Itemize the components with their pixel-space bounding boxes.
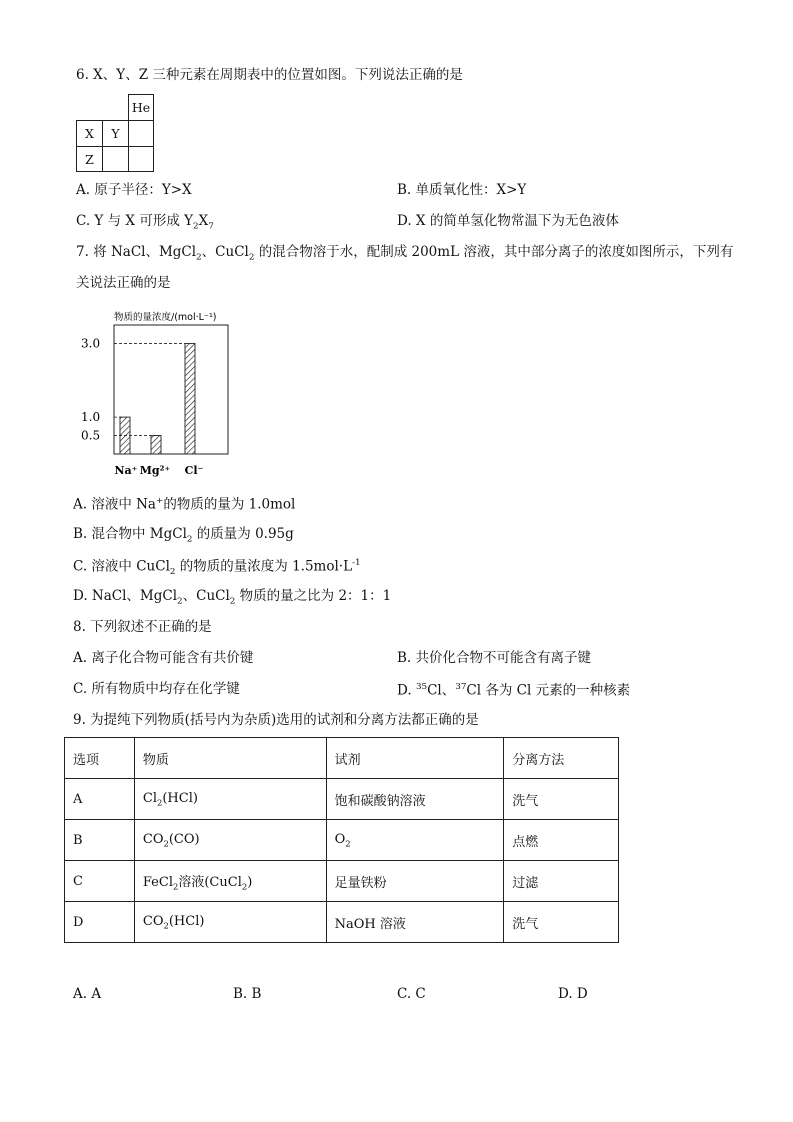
cell-option: C	[65, 861, 135, 902]
x-category-label: Mg²⁺	[139, 464, 171, 477]
q8-option-c[interactable]: C. 所有物质中均存在化学键	[73, 681, 240, 697]
chart-frame	[114, 325, 228, 454]
x-category-label: Na⁺	[114, 464, 138, 477]
ion-concentration-chart	[70, 304, 250, 484]
pt-cell-empty-2	[102, 146, 128, 172]
table-row	[65, 820, 619, 861]
q7-option-d[interactable]: D. NaCl、MgCl$_2$、CuCl$_2$ 物质的量之比为 2：1：1	[73, 588, 392, 607]
y-tick-label: 0.5	[81, 428, 101, 443]
q7-option-b[interactable]: B. 混合物中 MgCl$_2$ 的质量为 0.95g	[73, 526, 294, 545]
q6-option-a[interactable]: A. 原子半径：Y>X	[76, 182, 192, 198]
table-header-row	[65, 738, 619, 779]
pt-cell-empty-1	[128, 120, 154, 146]
cell-option: D	[65, 902, 135, 943]
cell-substance: $CO_2(HCl)$	[134, 902, 326, 943]
q9-table	[64, 737, 619, 943]
q7-option-c[interactable]: C. 溶液中 CuCl$_2$ 的物质的量浓度为 $1.5mol\cdot L^{-1}$	[73, 558, 361, 578]
q7-stem-line2: 关说法正确的是	[76, 275, 171, 291]
chart-title: 物质的量浓度/(mol·L⁻¹)	[114, 312, 217, 323]
cell-substance: FeCl$_2$溶液(CuCl$_2$)	[134, 861, 326, 902]
table-row	[65, 902, 619, 943]
q6-option-c[interactable]: C. Y 与 X 可形成 $Y_2X_7$	[76, 213, 214, 232]
cell-reagent: 足量铁粉	[326, 861, 504, 902]
cell-substance: $Cl_2(HCl)$	[134, 779, 326, 820]
q7-stem-line1: 7. 将 NaCl、MgCl$_2$、CuCl$_2$ 的混合物溶于水，配制成 200mL 溶液，其中部分离子的浓度如图所示，下列有	[76, 244, 734, 263]
cell-method: 过滤	[504, 861, 619, 902]
q9-answer-a[interactable]: A. A	[73, 986, 102, 1002]
q9-answer-d[interactable]: D. D	[558, 986, 588, 1002]
table-row	[65, 861, 619, 902]
cell-reagent: $O_2$	[326, 820, 504, 861]
q9-answer-c[interactable]: C. C	[397, 986, 426, 1002]
cell-method: 点燃	[504, 820, 619, 861]
header-method: 分离方法	[504, 738, 619, 779]
q8-option-b[interactable]: B. 共价化合物不可能含有离子键	[397, 650, 592, 666]
cell-option: A	[65, 779, 135, 820]
pt-cell-y: Y	[102, 120, 128, 146]
q6-option-d[interactable]: D. X 的简单氢化物常温下为无色液体	[397, 213, 619, 229]
cell-substance: $CO_2(CO)$	[134, 820, 326, 861]
bar-2	[185, 343, 195, 454]
y-tick-label: 3.0	[81, 336, 101, 351]
q8-option-d[interactable]: D. $^{35}$Cl、$^{37}$Cl 各为 Cl 元素的一种核素	[397, 682, 631, 699]
cell-method: 洗气	[504, 779, 619, 820]
q7-option-a[interactable]: A. 溶液中 Na+的物质的量为 1.0mol	[73, 496, 296, 513]
pt-cell-x: X	[76, 120, 102, 146]
q8-stem: 8. 下列叙述不正确的是	[73, 619, 212, 635]
y-tick-label: 1.0	[81, 410, 101, 425]
header-reagent: 试剂	[326, 738, 504, 779]
pt-cell-empty-3	[128, 146, 154, 172]
q8-option-a[interactable]: A. 离子化合物可能含有共价键	[73, 650, 254, 666]
cell-reagent: NaOH 溶液	[326, 902, 504, 943]
cell-method: 洗气	[504, 902, 619, 943]
cell-option: B	[65, 820, 135, 861]
bar-1	[151, 436, 161, 454]
cell-reagent: 饱和碳酸钠溶液	[326, 779, 504, 820]
q9-answer-b[interactable]: B. B	[233, 986, 262, 1002]
x-category-label: Cl⁻	[184, 464, 204, 477]
header-substance: 物质	[134, 738, 326, 779]
q6-option-b[interactable]: B. 单质氧化性：X>Y	[397, 182, 527, 198]
q6-stem: 6. X、Y、Z 三种元素在周期表中的位置如图。下列说法正确的是	[76, 67, 463, 83]
header-option: 选项	[65, 738, 135, 779]
table-row	[65, 779, 619, 820]
q9-stem: 9. 为提纯下列物质(括号内为杂质)选用的试剂和分离方法都正确的是	[73, 712, 479, 728]
pt-cell-z: Z	[76, 146, 102, 172]
pt-cell-he: He	[128, 94, 154, 120]
